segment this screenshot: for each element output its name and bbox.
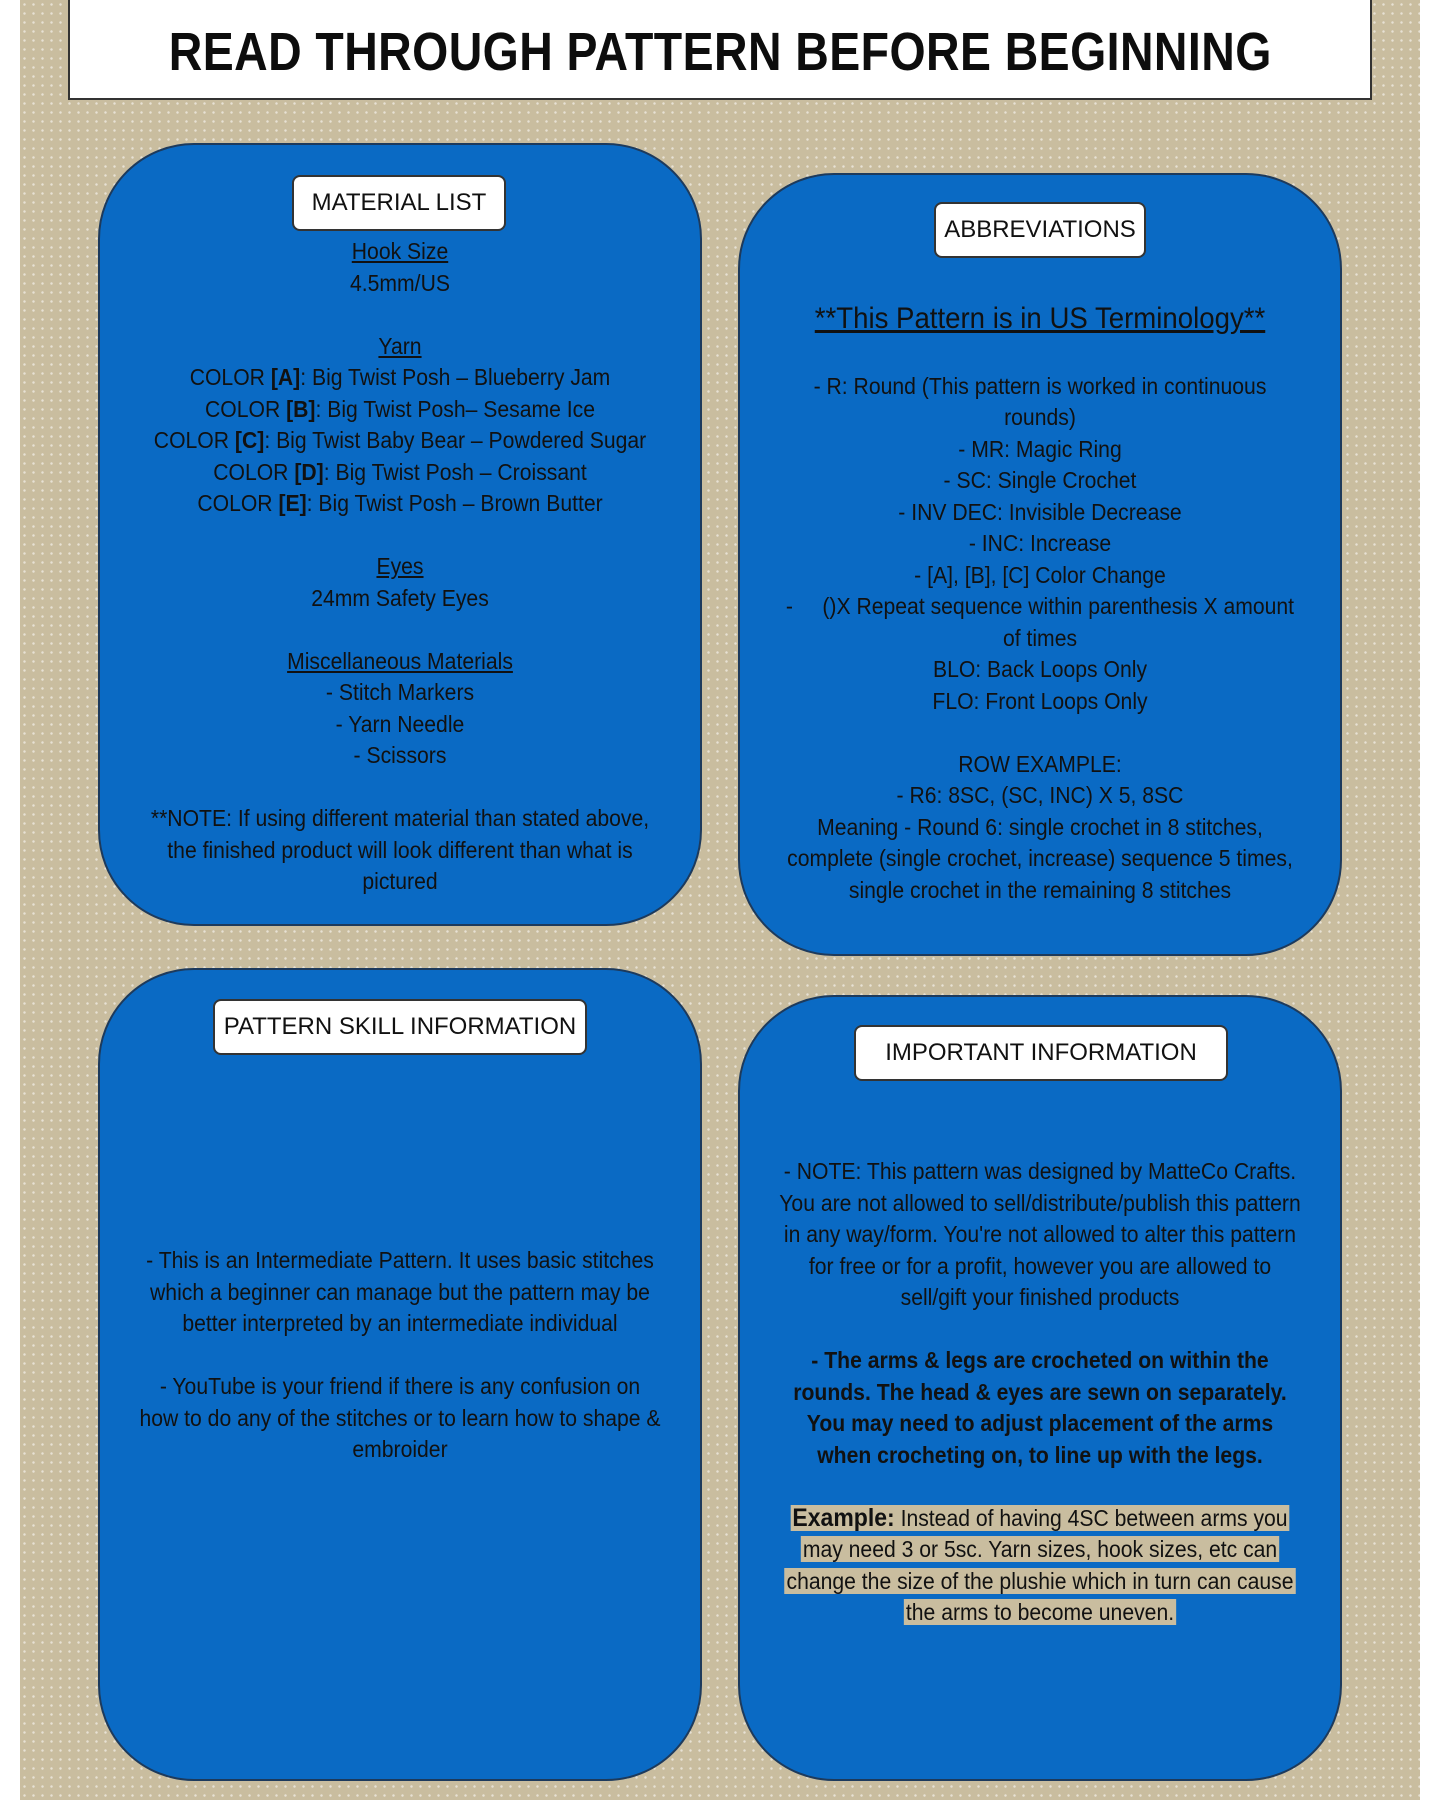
important-note-line: sell/gift your finished products: [900, 1284, 1180, 1310]
abbreviation-line: FLO: Front Loops Only: [932, 687, 1148, 714]
abbreviations-label: ABBREVIATIONS: [934, 202, 1146, 258]
hook-size-value: 4.5mm/US: [350, 269, 450, 296]
abbreviation-line: - R: Round (This pattern is worked in continuous: [813, 372, 1267, 399]
important-bold-line: You may need to adjust placement of the arms: [806, 1410, 1274, 1436]
example-label: Example:: [792, 1503, 895, 1532]
misc-item: - Yarn Needle: [335, 710, 465, 737]
eyes-value: 24mm Safety Eyes: [311, 584, 489, 611]
important-info-panel: [738, 995, 1342, 1781]
important-note-line: You are not allowed to sell/distribute/publish this pattern: [779, 1189, 1301, 1216]
skill-line: which a beginner can manage but the pattern may be: [150, 1278, 650, 1305]
important-note-line: in any way/form. You're not allowed to alter this pattern: [783, 1221, 1297, 1247]
yarn-line: COLOR [E]: Big Twist Posh – Brown Butter: [197, 490, 603, 516]
skill-line: embroider: [352, 1436, 448, 1462]
material-note-line: the finished product will look different than what is: [167, 836, 633, 863]
terminology-note: **This Pattern is in US Terminology**: [814, 302, 1266, 335]
title-banner: [68, 0, 1372, 100]
yarn-line: COLOR [B]: Big Twist Posh– Sesame Ice: [204, 395, 596, 422]
misc-item: - Stitch Markers: [325, 679, 475, 705]
material-note-line: pictured: [362, 868, 438, 894]
misc-item: - Scissors: [353, 742, 447, 768]
important-info-body: [740, 1156, 1340, 1629]
skill-info-panel: [98, 968, 702, 1781]
abbreviations-panel: [738, 173, 1342, 956]
abbreviation-line: - MR: Magic Ring: [958, 435, 1122, 462]
skill-line: - YouTube is your friend if there is any confusion on: [159, 1373, 641, 1399]
skill-line: - This is an Intermediate Pattern. It uses basic stitches: [146, 1247, 654, 1273]
abbreviation-line: - INV DEC: Invisible Decrease: [898, 498, 1182, 525]
skill-info-label: PATTERN SKILL INFORMATION: [213, 999, 587, 1055]
misc-heading: Miscellaneous Materials: [287, 647, 513, 674]
abbreviation-line: BLO: Back Loops Only: [932, 656, 1148, 682]
yarn-heading: Yarn: [378, 332, 422, 359]
material-note-line: **NOTE: If using different material than stated above,: [150, 805, 650, 831]
abbreviation-line: - ()X Repeat sequence within parenthesis X amount: [785, 593, 1295, 619]
important-bold-line: when crocheting on, to line up with the legs.: [817, 1441, 1263, 1468]
abbreviation-line: - SC: Single Crochet: [943, 467, 1137, 493]
row-example-line: Meaning - Round 6: single crochet in 8 stitches,: [817, 813, 1263, 840]
important-bold-line: rounds. The head & eyes are sewn on separately.: [793, 1378, 1287, 1405]
yarn-line: COLOR [A]: Big Twist Posh – Blueberry Jam: [189, 364, 611, 390]
row-example-line: single crochet in the remaining 8 stitches: [848, 876, 1232, 903]
important-info-label: IMPORTANT INFORMATION: [854, 1025, 1228, 1081]
row-example-line: complete (single crochet, increase) sequence 5 times,: [787, 845, 1293, 871]
skill-line: better interpreted by an intermediate individual: [182, 1310, 618, 1336]
hook-size-heading: Hook Size: [351, 238, 449, 264]
important-bold-line: - The arms & legs are crocheted on within the: [811, 1347, 1269, 1373]
abbreviation-line: - INC: Increase: [968, 530, 1112, 556]
material-list-panel: [98, 143, 702, 926]
material-list-body: [100, 236, 700, 898]
row-example-heading: ROW EXAMPLE:: [958, 750, 1122, 777]
material-list-label: MATERIAL LIST: [292, 175, 506, 231]
yarn-line: COLOR [C]: Big Twist Baby Bear – Powdered Sugar: [153, 427, 647, 453]
important-note-line: for free or for a profit, however you are allowed to: [808, 1252, 1272, 1279]
abbreviation-line: - [A], [B], [C] Color Change: [914, 561, 1166, 588]
example-line: change the size of the plushie which in turn can cause: [786, 1567, 1294, 1594]
important-note-line: - NOTE: This pattern was designed by MatteCo Crafts.: [783, 1158, 1297, 1184]
example-line: may need 3 or 5sc. Yarn sizes, hook sizes, etc can: [802, 1536, 1278, 1562]
abbreviations-body: [740, 299, 1340, 906]
yarn-line: COLOR [D]: Big Twist Posh – Croissant: [213, 458, 587, 485]
eyes-heading: Eyes: [376, 553, 424, 579]
skill-line: how to do any of the stitches or to learn how to shape &: [139, 1404, 661, 1431]
abbreviation-line: of times: [1002, 624, 1078, 651]
example-line: the arms to become uneven.: [905, 1599, 1175, 1625]
page-title: READ THROUGH PATTERN BEFORE BEGINNING: [168, 22, 1272, 82]
skill-info-body: [100, 1245, 700, 1466]
example-line: Example: Instead of having 4SC between arms you: [792, 1503, 1288, 1532]
abbreviation-line: rounds): [1004, 404, 1076, 430]
row-example-line: - R6: 8SC, (SC, INC) X 5, 8SC: [896, 782, 1184, 808]
